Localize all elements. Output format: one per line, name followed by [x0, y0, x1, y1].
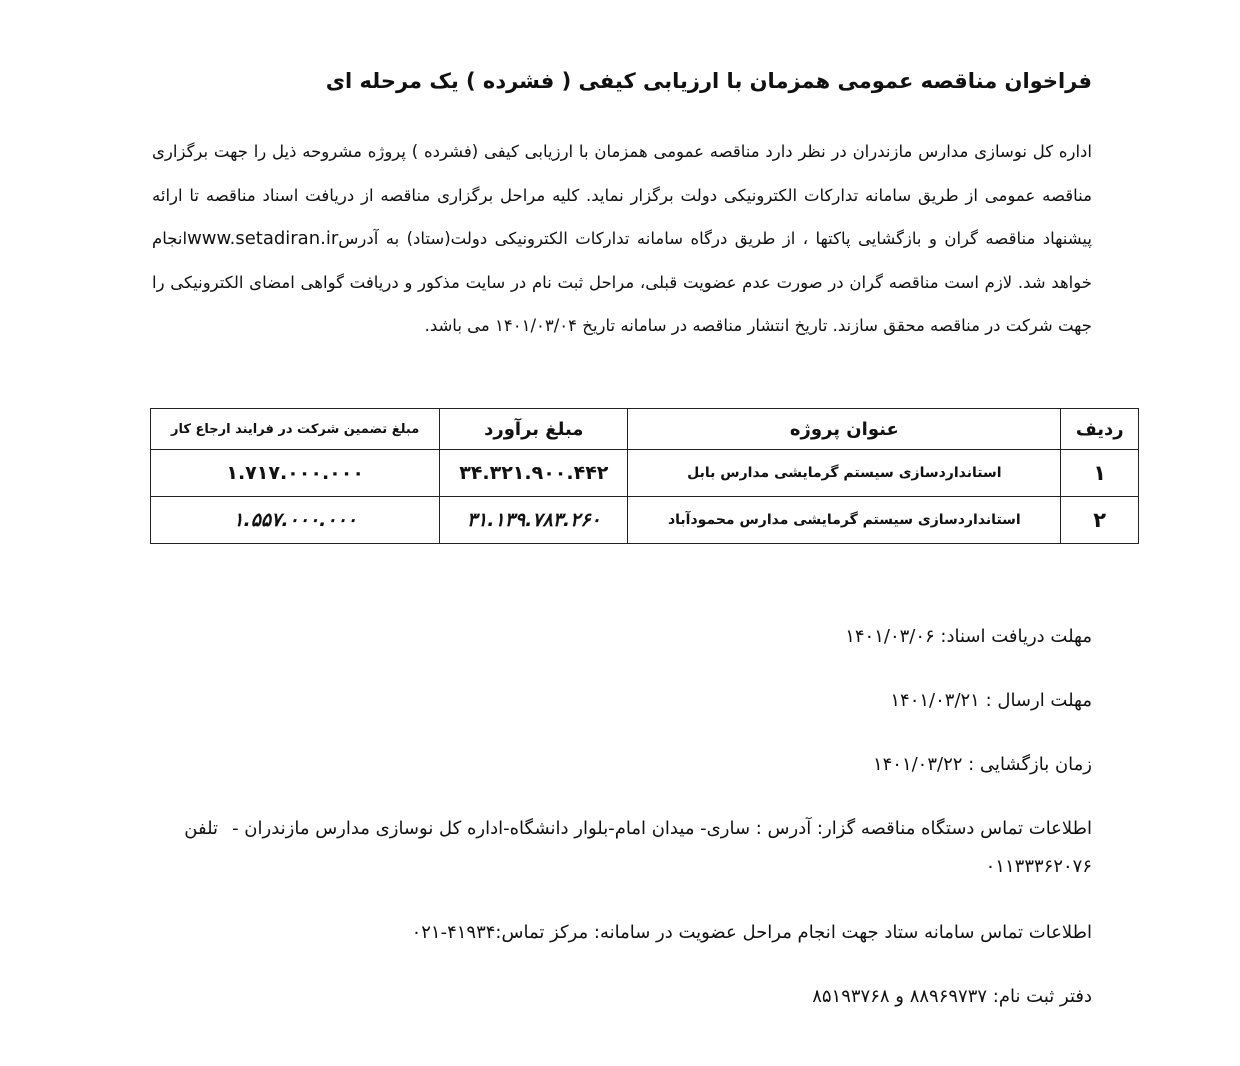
intro-text-part2: انجام خواهد شد. لازم است مناقصه گران در صورت عدم عضویت قبلی، مراحل ثبت نام در سایت مذکور و دریافت گواهی امضای الکترونیکی را جهت شرکت در مناقصه محقق سازند. تاریخ انتشار مناقصه در سامانه تاریخ ۱۴۰۱/۰۳/۰۴ می باشد. — [152, 229, 1092, 335]
header-guarantee-amount: مبلغ تضمین شرکت در فرایند ارجاع کار — [151, 409, 440, 450]
estimate-amount: ۳۴.۳۲۱.۹۰۰.۴۴۲ — [440, 450, 628, 497]
document-title: فراخوان مناقصه عمومی همزمان با ارزیابی کیفی ( فشرده ) یک مرحله ای — [325, 69, 1092, 93]
table-row — [151, 497, 1139, 544]
organizer-contact — [147, 810, 1092, 886]
intro-text-part1: اداره کل نوسازی مدارس مازندران در نظر دارد مناقصه عمومی همزمان با ارزیابی کیفی (فشرده ) پروژه مشروحه ذیل را جهت برگزاری مناقصه عمومی از طریق سامانه تدارکات الکترونیکی دولت برگزار نماید. کلیه مراحل برگزاری مناقصه از دریافت اسناد مناقصه تا ارائه پیشنهاد مناقصه گران و بازگشایی پاکتها ، از طریق درگاه سامانه تدارکات الکترونیکی دولت(ستاد) به آدرس — [152, 142, 1092, 248]
opening-time: زمان بازگشایی : ۱۴۰۱/۰۳/۲۲ — [872, 754, 1092, 775]
header-estimate-amount: مبلغ برآورد — [440, 409, 628, 450]
projects-table — [150, 408, 1139, 544]
setad-contact: اطلاعات تماس سامانه ستاد جهت انجام مراحل عضویت در سامانه: مرکز تماس:۴۱۹۳۴-۰۲۱ — [411, 922, 1092, 943]
phone-number: ۰۱۱۳۳۳۶۲۰۷۶ — [985, 856, 1092, 877]
project-title: استانداردسازی سیستم گرمایشی مدارس محمودآباد — [628, 497, 1061, 544]
organizer-address: اطلاعات تماس دستگاه مناقصه گزار: آدرس : ساری- میدان امام-بلوار دانشگاه-اداره کل نوسازی مدارس مازندران - — [232, 818, 1092, 839]
guarantee-amount: ۱.۵۵۷.۰۰۰.۰۰۰ — [151, 497, 440, 544]
row-number: ۱ — [1061, 450, 1139, 497]
table-header-row — [151, 409, 1139, 450]
intro-paragraph — [152, 130, 1092, 348]
submission-deadline: مهلت ارسال : ۱۴۰۱/۰۳/۲۱ — [890, 690, 1092, 711]
guarantee-amount: ۱.۷۱۷.۰۰۰.۰۰۰ — [151, 450, 440, 497]
phone-label: تلفن — [184, 818, 219, 839]
docs-deadline: مهلت دریافت اسناد: ۱۴۰۱/۰۳/۰۶ — [845, 626, 1092, 647]
header-project-title: عنوان پروژه — [628, 409, 1061, 450]
setad-url: www.setadiran.ir — [187, 228, 339, 249]
header-row-number: ردیف — [1061, 409, 1139, 450]
estimate-amount: ۳۱.۱۳۹.۷۸۳.۲۶۰ — [440, 497, 628, 544]
table-row — [151, 450, 1139, 497]
row-number: ۲ — [1061, 497, 1139, 544]
registration-office: دفتر ثبت نام: ۸۸۹۶۹۷۳۷ و ۸۵۱۹۳۷۶۸ — [812, 986, 1092, 1007]
project-title: استانداردسازی سیستم گرمایشی مدارس بابل — [628, 450, 1061, 497]
